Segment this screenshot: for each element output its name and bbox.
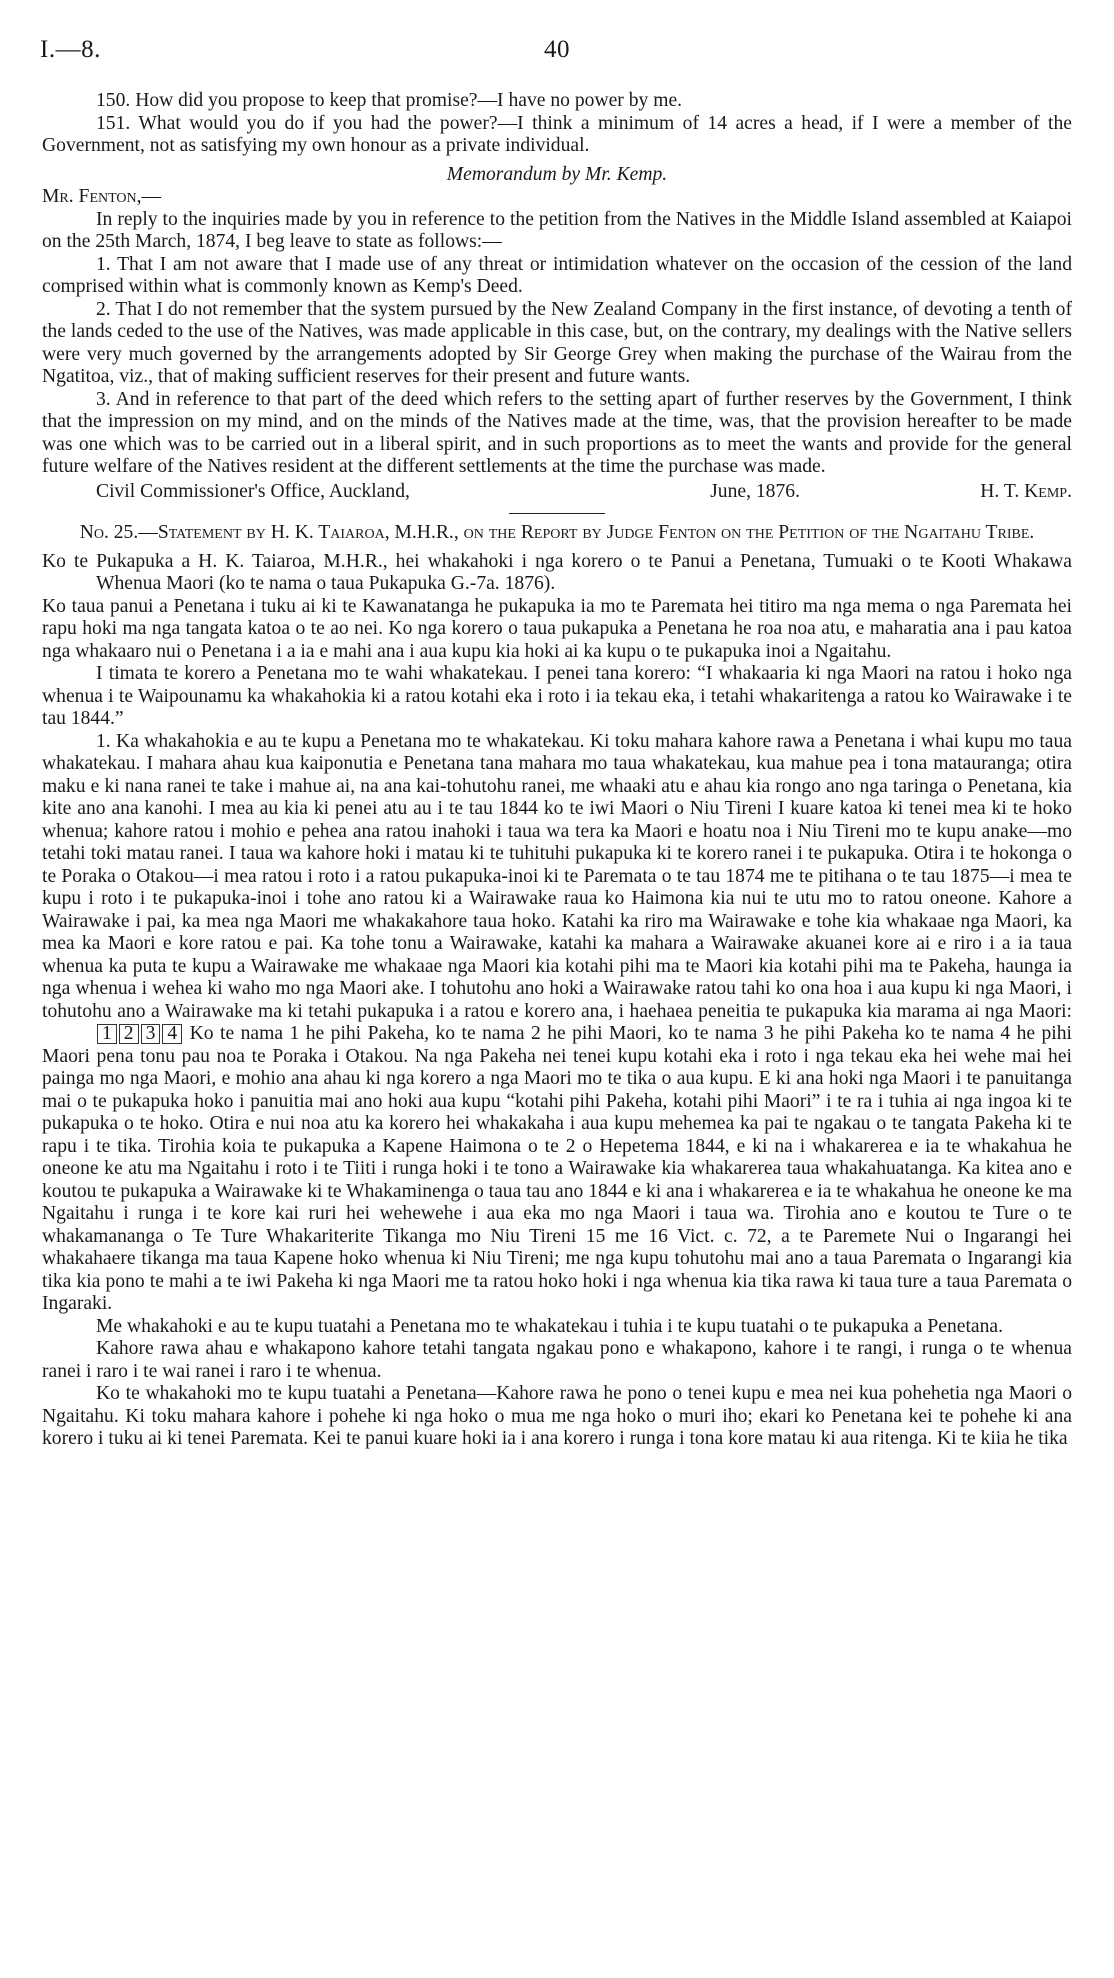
diagram-box-2: 2 [119,1024,139,1044]
page-number: 40 [544,36,570,63]
statement-title: Ko te Pukapuka a H. K. Taiaroa, M.H.R., hei whakahoki i nga korero o te Panui a Penetana, Tumuaki o te Kooti Whakawa Whenua Maori (ko te nama o taua Pukapuka G.-7a. 1876). [42,550,1072,594]
section-divider [509,513,605,514]
question-151: 151. What would you do if you had the power?—I think a minimum of 14 acres a head, if I were a member of the Government, not as satisfying my own honour as a private individual. [42,112,1072,156]
memo-salutation: Mr. Fenton,— [42,186,162,207]
statement-paragraph-3-part-a: 1. Ka whakahokia e au te kupu a Penetana mo te whakatekau. Ki toku mahara kahore rawa a Penetana i whai kupu mo taua whakatekau. I mahara ahau kua kaiponutia e Penetana tana mahara mo taua whakatekau, kua mahue pea i tona matauranga; otira maku e ki nana ranei te take i mahue ai, na ana kai-tohutohu ranei, me whaaki atu e ahau kia rongo ano nga taringa o Penetana, kia kite ano ana kanohi. I mea au kia ki penei atu au i te tau 1844 ko te iwi Maori o Niu Tireni I kuare katoa ki tenei mea ki te hoko whenua; kahore ratou i mohio e pehea ana ratou inahoki i taua wa tera ka Maori e hoatu noa i Niu Tireni mo te kupu anake—mo tetahi toki matau ranei. I taua wa kahore hoki i matau ki te tuhituhi pukapuka ki te korero ranei i te pukapuka. Otira i te hokonga o te Poraka o Otakou—i mea ratou i roto i a ratou pukapuka-inoi ki te Paremata o te tau 1874 me te pitihana o te tau 1875—i mea te kupu i roto i te pukapuka-inoi i tohe ano ratou ki a Wairawake raua ko Haimona kia nui te utu mo to ratou oneone. Kahore a Wairawake i pai, ka mea nga Maori me whakakahore taua hoko. Katahi ka riro ma Wairawake e tohe kia whakaae nga Maori, ka mea ka Maori e kore ratou e pai. Ka tohe tonu a Wairawake, katahi ka mahara a Wairawake akuanei kore ai e riro i a ia taua whenua ka puta te kupu a Wairawake me whakaae nga Maori kia kotahi pihi ma te Maori kia kotahi pihi ma te Pakeha, haunga ia nga whenua i wehea ki waho mo nga Maori ake. I tohutohu ano hoki a Wairawake ratou tahi ko ona hoa i aua kupu ki nga Maori, i tohutohu ano a Wairawake ma ki tetahi pukapuka i a ratou e korero ana, i haehaea peneitia te pukapuka kia marama ai nga Maori: [42,730,1072,1022]
statement-paragraph-4: Me whakahoki e au te kupu tuatahi a Penetana mo te whakatekau i tuhia i te kupu tuatahi o te pukapuka a Penetana. [96,1315,1003,1337]
memo-paragraph-1: 1. That I am not aware that I made use of any threat or intimidation whatever on the occasion of the cession of the land comprised within what is commonly known as Kemp's Deed. [42,253,1072,297]
memo-title: Memorandum by Mr. Kemp. [446,163,668,185]
memo-paragraph-2: 2. That I do not remember that the system pursued by the New Zealand Company in the first instance, of devoting a tenth of the lands ceded to the use of the Natives, was made applicable in this case, but, on the contrary, my dealings with the Native sellers were very much governed by the arrangements adopted by Sir George Grey when making the purchase of the Wairau from the Ngatitoa, viz., that of making sufficient reserves for their present and future wants. [42,298,1072,387]
statement-paragraph-5: Kahore rawa ahau e whakapono kahore tetahi tangata ngakau pono e whakapono, kahore i te rangi, i runga o te whenua ranei i raro i te wai ranei i raro i te whenua. [42,1338,1072,1382]
memo-signature-line [42,481,1072,504]
page-body [42,90,1072,1451]
question-150: 150. How did you propose to keep that promise?—I have no power by me. [96,90,683,111]
paper-reference: I.—8. [40,36,101,63]
memo-paragraph-3: 3. And in reference to that part of the deed which refers to the setting apart of further reserves by the Government, I think that the impression on my mind, and on the minds of the Natives made at the time, was, that the provision hereafter to be made was one which was to be carried out in a liberal spirit, and in such proportions as to meet the wants and provide for the general future welfare of the Natives resident at the different settlements at the time the purchase was made. [42,388,1072,477]
statement-paragraph-2: I timata te korero a Penetana mo te wahi whakatekau. I penei tana korero: “I whakaaria ki nga Maori na ratou i hoko nga whenua i te Waipounamu ka whakahokia ki a ratou kotahi eka i roto i ia tekau eka, i tetahi whakaritenga a ratou ko Wairawake i te tau 1844.” [42,663,1072,729]
statement-paragraph-3-part-b: Ko te nama 1 he pihi Pakeha, ko te nama 2 he pihi Maori, ko te nama 3 he pihi Pakeha ko te nama 4 he pihi Maori pena tonu pau noa te Poraka i Otakou. Na nga Pakeha nei tenei kupu kotahi eka i roto i nga tekau eka hei wehe mai hei painga mo nga Maori, e mohio ana ahau ki nga korero a nga Maori mo te tika o aua kupu. E ki ana hoki nga Maori i te panuitanga mai o te pukapuka hoko i panuitia mai ano hoki aua kupu “kotahi pihi Pakeha, kotahi pihi Maori” i te ra i tuhia ai nga ingoa ki te pukapuka o te hoko. Otira e nui noa atu ka korero hei whakakaha i aua kupu mehemea ka pai te ngakau o te tangata Pakeha ki te rapu i te tika. Tirohia koia te pukapuka a Kapene Haimona o te 2 o Hepetema 1844, e ki na i whakarerea e ia te whakahua he oneone ke atu ma Ngaitahu i roto i te Tiiti i runga hoki i te tono a Wairawake kia whakarerea taua whakahuatanga. Ka kitea ano e koutou te pukapuka a Wairawake ki te Whakaminenga o taua tau ano 1844 e ki ana i whakarerea e ia te whakahua he oneone ke ma Ngaitahu i runga i te kore kai ruri hei wehewehe i aua eka mo nga Maori i taua wa. Tirohia ano e koutou te Ture o te whakamananga o Te Ture Whakariterite Tikanga mo Niu Tireni 15 me 16 Vict. c. 72, a te Paremete Nui o Ingarangi hei whakahaere tikanga ma taua Kapene hoko whenua ki Niu Tireni; me nga kupu tohutohu mai ano a taua Paremata o Ingarangi kia tika kia pono te mahi a te iwi Pakeha ki nga Maori me ta ratou hoko hoki i nga whenua kia tika rawa ki taua ture a taua Paremata o Ingaraki. [42,1023,1072,1314]
memo-date: June, 1876. [710,480,800,502]
diagram-box-4: 4 [162,1024,182,1044]
memo-intro: In reply to the inquiries made by you in reference to the petition from the Natives in the Middle Island assembled at Kaiapoi on the 25th March, 1874, I beg leave to state as follows:— [42,208,1072,252]
memo-office: Civil Commissioner's Office, Auckland, [96,480,410,502]
statement-heading: No. 25.—Statement by H. K. Taiaroa, M.H.R., on the Report by Judge Fenton on the Petition of the Ngaitahu Tribe. [79,522,1035,543]
running-head [40,36,1074,70]
memo-signature: H. T. Kemp. [980,480,1072,502]
statement-paragraph-1: Ko taua panui a Penetana i tuku ai ki te Kawanatanga he pukapuka ia mo te Paremata hei titiro ma nga mema o nga Paremata hei rapu hoki ma nga tangata katoa o te ao nei. Ko nga korero o taua pukapuka a Penetana he roa noa atu, e maharatia ana i pau katoa nga whakaaro nui o Penetana i a ia e mahi ana i aua kupu kia hoki ai ka kupu o te pukapuka inoi a Ngaitahu. [42,595,1072,662]
statement-paragraph-3 [42,731,1072,1316]
diagram-box-1: 1 [97,1024,117,1044]
statement-paragraph-6: Ko te whakahoki mo te kupu tuatahi a Penetana—Kahore rawa he pono o tenei kupu e mea nei kua pohehetia nga Maori o Ngaitahu. Ki toku mahara kahore i pohehe ki nga hoko o mua me nga hoko o muri iho; ekari ko Penetana kei te pohehe ki ana korero i tuku ai ki tenei Paremata. Kei te panui kuare hoki ia i ana korero i runga i tona kore matau ki aua ritenga. Ki te kiia he tika [42,1383,1072,1449]
land-division-diagram [42,1023,183,1046]
diagram-box-3: 3 [141,1024,161,1044]
